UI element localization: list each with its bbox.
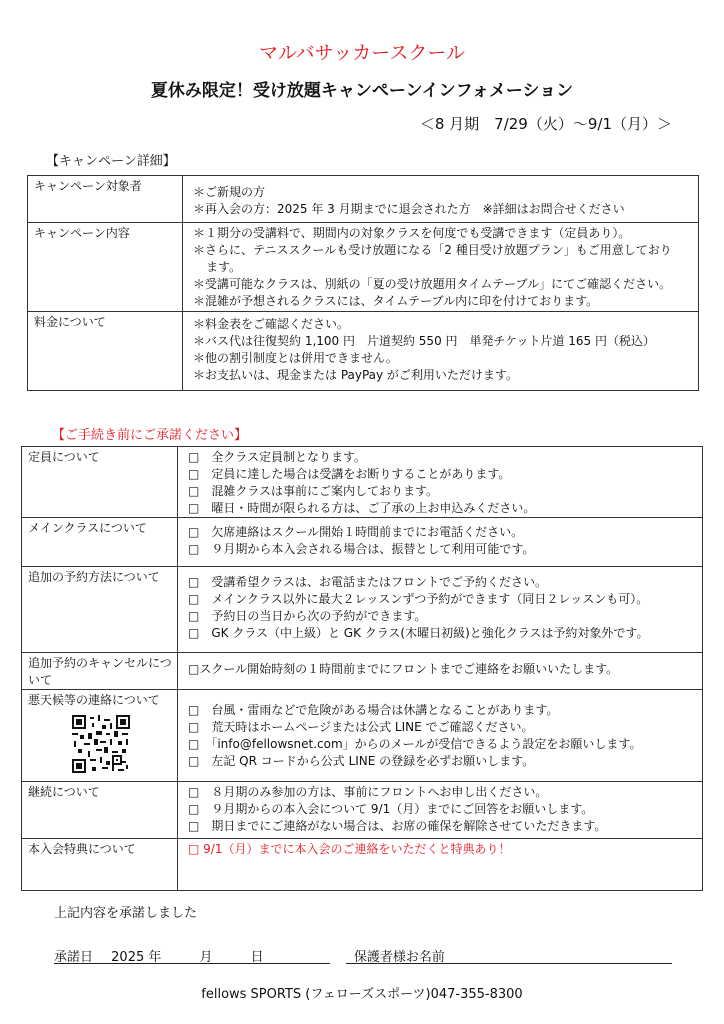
row-label-continuation: 継続について bbox=[22, 782, 178, 839]
row-label-benefit: 本入会特典について bbox=[22, 839, 178, 891]
agreement-statement: 上記内容を承諾しました bbox=[54, 906, 198, 921]
list-item: □スクール開始時刻の１時間前までにフロントまでご連絡をお願いいたします。 bbox=[188, 662, 619, 676]
line-qr-code bbox=[72, 715, 173, 778]
row-content-weather bbox=[178, 690, 703, 782]
table-row bbox=[22, 782, 703, 839]
table-row bbox=[22, 653, 703, 690]
campaign-details-table bbox=[27, 175, 699, 391]
row-content-target bbox=[183, 176, 699, 223]
list-item: □ 荒天時はホームページまたは公式 LINE でご確認ください。 bbox=[188, 720, 534, 734]
list-item: ＊受講可能なクラスは、別紙の「夏の受け放題用タイムテーブル」にてご確認ください。 bbox=[193, 277, 672, 291]
list-item: ＊さらに、テニススクールも受け放題になる「2 種目受け放題プラン」もご用意しており bbox=[193, 243, 672, 257]
list-item: ＊他の割引制度とは併用できません。 bbox=[193, 351, 398, 365]
row-content-benefit bbox=[178, 839, 703, 891]
row-content-reservation bbox=[178, 567, 703, 653]
school-name: マルバサッカースクール bbox=[259, 42, 465, 64]
approval-day: 日 bbox=[250, 950, 264, 965]
table-row bbox=[28, 223, 699, 312]
campaign-details-heading: 【キャンペーン詳細】 bbox=[46, 154, 176, 169]
page-title: 夏休み限定！受け放題キャンペーンインフォメーション bbox=[150, 81, 574, 101]
campaign-period: ＜8 月期 7/29（火）～9/1（月）＞ bbox=[419, 115, 672, 133]
list-item: □ 「info@fellowsnet.com」からのメールが受信できるよう設定をお願いします。 bbox=[188, 737, 642, 751]
notices-heading: 【ご手続き前にご承諾ください】 bbox=[52, 428, 248, 443]
guardian-name-underline bbox=[346, 963, 672, 964]
list-item: □ 台風・雷雨などで危険がある場合は休講となることがあります。 bbox=[188, 703, 559, 717]
table-row bbox=[22, 690, 703, 782]
list-item: □ 予約日の当日から次の予約ができます。 bbox=[188, 609, 427, 623]
list-item: ます。 bbox=[206, 260, 242, 274]
list-item: □ メインクラス以外に最大２レッスンずつ予約ができます（同日２レッスンも可）。 bbox=[188, 592, 649, 606]
list-item: ＊再入会の方：2025 年 3 月期までに退会された方 ※詳細はお問合せください bbox=[193, 202, 625, 216]
list-item: □ 定員に達した場合は受講をお断りすることがあります。 bbox=[188, 467, 511, 481]
list-item: □ 全クラス定員制となります。 bbox=[188, 450, 367, 464]
row-content-capacity bbox=[178, 447, 703, 518]
approval-year: 2025 年 bbox=[111, 950, 162, 965]
list-item: □ 受講希望クラスは、お電話またはフロントでご予約ください。 bbox=[188, 575, 547, 589]
list-item: □ ９月期からの本入会について 9/1（月）までにご回答をお願いします。 bbox=[188, 802, 594, 816]
guardian-name-label: 保護者様お名前 bbox=[353, 950, 445, 965]
list-item: ＊バス代は往復契約 1,100 円 片道契約 550 円 単発チケット片道 165 円（税込） bbox=[193, 334, 655, 348]
list-item: ＊ご新規の方 bbox=[193, 185, 266, 199]
list-item: □ ８月期のみ参加の方は、事前にフロントへお申し出ください。 bbox=[188, 785, 548, 799]
row-content-main-class bbox=[178, 518, 703, 567]
row-content-cancel bbox=[178, 653, 703, 690]
list-item: □ 欠席連絡はスクール開始１時間前までにお電話ください。 bbox=[188, 525, 524, 539]
row-label-reservation: 追加の予約方法について bbox=[22, 567, 178, 653]
table-row bbox=[22, 447, 703, 518]
row-content-continuation bbox=[178, 782, 703, 839]
table-row bbox=[22, 518, 703, 567]
table-row bbox=[22, 567, 703, 653]
list-item: □ 曜日・時間が限られる方は、ご了承の上お申込みください。 bbox=[188, 501, 536, 515]
table-row bbox=[28, 312, 699, 391]
list-item: □ 混雑クラスは事前にご案内しております。 bbox=[188, 484, 439, 498]
row-label-fees: 料金について bbox=[28, 312, 183, 391]
approval-month: 月 bbox=[199, 950, 213, 965]
list-item: □ 左記 QR コードから公式 LINE の登録を必ずお願いします。 bbox=[188, 754, 535, 768]
table-row bbox=[28, 176, 699, 223]
row-content-content bbox=[183, 223, 699, 312]
benefit-note: □ 9/1（月）までに本入会のご連絡をいただくと特典あり！ bbox=[188, 842, 511, 856]
row-label-cancel: 追加予約のキャンセルについて bbox=[22, 653, 178, 690]
list-item: □ ９月期から本入会される場合は、振替として利用可能です。 bbox=[188, 542, 535, 556]
row-label-target: キャンペーン対象者 bbox=[28, 176, 183, 223]
row-label-main-class: メインクラスについて bbox=[22, 518, 178, 567]
row-label-content: キャンペーン内容 bbox=[28, 223, 183, 312]
notices-table bbox=[21, 446, 703, 891]
list-item: ＊混雑が予想されるクラスには、タイムテーブル内に印を付けております。 bbox=[193, 294, 599, 308]
row-label-weather bbox=[22, 690, 178, 782]
date-underline bbox=[54, 963, 330, 964]
list-item: □ 期日までにご連絡がない場合は、お席の確保を解除させていただきます。 bbox=[188, 819, 607, 833]
approval-date-label: 承諾日 bbox=[54, 950, 94, 965]
list-item: ＊お支払いは、現金または PayPay がご利用いただけます。 bbox=[193, 368, 518, 382]
row-label-capacity: 定員について bbox=[22, 447, 178, 518]
list-item: ＊料金表をご確認ください。 bbox=[193, 317, 350, 331]
list-item: □ GK クラス（中上級）と GK クラス(木曜日初級)と強化クラスは予約対象外です。 bbox=[188, 626, 649, 640]
row-content-fees bbox=[183, 312, 699, 391]
footer-contact: fellows SPORTS (フェローズスポーツ)047-355-8300 bbox=[201, 987, 523, 1002]
list-item: ＊１期分の受講料で、期間内の対象クラスを何度でも受講できます（定員あり）。 bbox=[193, 226, 631, 240]
weather-label: 悪天候等の連絡について bbox=[28, 693, 160, 707]
table-row bbox=[22, 839, 703, 891]
